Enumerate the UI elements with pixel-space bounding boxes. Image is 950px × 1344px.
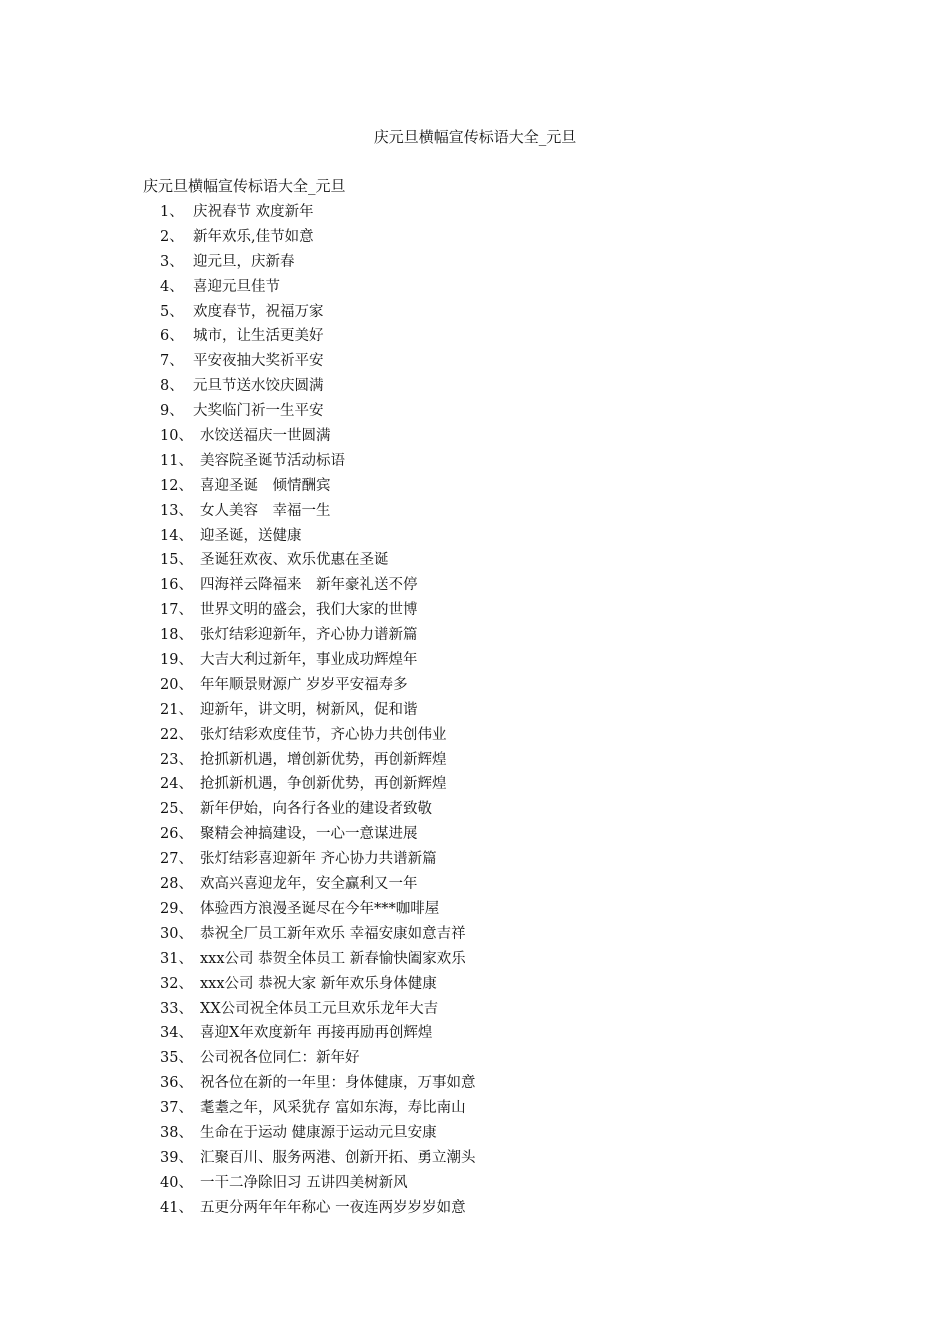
item-text: 喜迎圣诞 倾情酬宾 [200, 477, 331, 494]
item-text: 喜迎X年欢度新年 再接再励再创辉煌 [200, 1025, 433, 1042]
list-item [160, 1123, 476, 1148]
list-item [160, 650, 476, 675]
list-item [160, 302, 476, 327]
item-text: 欢度春节，祝福万家 [193, 303, 324, 320]
item-text: 平安夜抽大奖祈平安 [193, 353, 324, 370]
item-number: 15、 [160, 552, 193, 569]
list-item [160, 451, 476, 476]
list-item [160, 1073, 476, 1098]
item-number: 5、 [160, 303, 184, 320]
list-item [160, 526, 476, 551]
item-number: 30、 [160, 925, 193, 942]
item-number: 34、 [160, 1025, 193, 1042]
item-number: 31、 [160, 950, 193, 967]
item-number: 37、 [160, 1100, 193, 1117]
list-item [160, 750, 476, 775]
list-item [160, 824, 476, 849]
item-text: 聚精会神搞建设，一心一意谋进展 [200, 826, 418, 843]
item-number: 41、 [160, 1199, 193, 1216]
item-number: 25、 [160, 801, 193, 818]
list-item [160, 550, 476, 575]
list-item [160, 1173, 476, 1198]
item-text: 迎新年，讲文明，树新风，促和谐 [200, 701, 418, 718]
item-number: 4、 [160, 278, 184, 295]
item-text: 抢抓新机遇，增创新优势，再创新辉煌 [200, 751, 447, 768]
item-text: 水饺送福庆一世圆满 [200, 428, 331, 445]
item-text: 年年顺景财源广 岁岁平安福寿多 [200, 676, 408, 693]
page-title: 庆元旦横幅宣传标语大全_元旦 [373, 128, 577, 146]
item-number: 11、 [160, 452, 193, 469]
item-text: 张灯结彩欢度佳节，齐心协力共创伟业 [200, 726, 447, 743]
item-text: 喜迎元旦佳节 [193, 278, 280, 295]
list-item [160, 625, 476, 650]
list-item [160, 376, 476, 401]
item-text: 圣诞狂欢夜、欢乐优惠在圣诞 [200, 552, 389, 569]
item-text: 世界文明的盛会，我们大家的世博 [200, 602, 418, 619]
item-text: 大吉大利过新年，事业成功辉煌年 [200, 652, 418, 669]
list-item [160, 326, 476, 351]
list-item [160, 849, 476, 874]
item-number: 32、 [160, 975, 193, 992]
list-item [160, 700, 476, 725]
list-item [160, 725, 476, 750]
list-item [160, 600, 476, 625]
list-item [160, 1198, 476, 1223]
item-text: 新年伊始，向各行各业的建设者致敬 [200, 801, 432, 818]
list-item [160, 999, 476, 1024]
item-number: 10、 [160, 428, 193, 445]
list-item [160, 401, 476, 426]
list-item [160, 351, 476, 376]
list-item [160, 774, 476, 799]
item-text: XX公司祝全体员工元旦欢乐龙年大吉 [200, 1000, 439, 1017]
list-item [160, 899, 476, 924]
item-number: 9、 [160, 403, 184, 420]
item-number: 7、 [160, 353, 184, 370]
item-number: 3、 [160, 253, 184, 270]
item-number: 23、 [160, 751, 193, 768]
list-item [160, 575, 476, 600]
item-number: 36、 [160, 1075, 193, 1092]
item-number: 21、 [160, 701, 193, 718]
item-number: 20、 [160, 676, 193, 693]
list-item [160, 1023, 476, 1048]
item-text: 一干二净除旧习 五讲四美树新风 [200, 1174, 408, 1191]
list-item [160, 1098, 476, 1123]
item-number: 28、 [160, 876, 193, 893]
item-number: 24、 [160, 776, 193, 793]
list-item [160, 949, 476, 974]
item-text: 汇聚百川、服务两港、创新开拓、勇立潮头 [200, 1149, 476, 1166]
item-number: 39、 [160, 1149, 193, 1166]
item-number: 27、 [160, 851, 193, 868]
list-item [160, 924, 476, 949]
item-number: 35、 [160, 1050, 193, 1067]
item-text: 耄耋之年，风采犹存 富如东海，寿比南山 [200, 1100, 466, 1117]
item-text: 女人美容 幸福一生 [200, 502, 331, 519]
item-text: 抢抓新机遇，争创新优势，再创新辉煌 [200, 776, 447, 793]
list-item [160, 202, 476, 227]
item-number: 18、 [160, 627, 193, 644]
item-number: 38、 [160, 1124, 193, 1141]
item-text: xxx公司 恭贺全体员工 新春愉快阖家欢乐 [200, 950, 466, 967]
item-text: 迎元旦，庆新春 [193, 253, 295, 270]
item-text: 祝各位在新的一年里：身体健康，万事如意 [200, 1075, 476, 1092]
item-text: 生命在于运动 健康源于运动元旦安康 [200, 1124, 437, 1141]
item-text: 大奖临门祈一生平安 [193, 403, 324, 420]
item-text: 城市，让生活更美好 [193, 328, 324, 345]
item-text: 五更分两年年年称心 一夜连两岁岁岁如意 [200, 1199, 466, 1216]
item-text: 恭祝全厂员工新年欢乐 幸福安康如意吉祥 [200, 925, 466, 942]
item-number: 13、 [160, 502, 193, 519]
list-item [160, 1148, 476, 1173]
list-item [160, 974, 476, 999]
item-number: 40、 [160, 1174, 193, 1191]
item-number: 26、 [160, 826, 193, 843]
item-number: 14、 [160, 527, 193, 544]
item-number: 8、 [160, 378, 184, 395]
item-text: 张灯结彩迎新年，齐心协力谱新篇 [200, 627, 418, 644]
item-number: 17、 [160, 602, 193, 619]
item-text: 欢高兴喜迎龙年，安全赢利又一年 [200, 876, 418, 893]
item-number: 12、 [160, 477, 193, 494]
list-item [160, 501, 476, 526]
document-heading: 庆元旦横幅宣传标语大全_元旦 [143, 177, 346, 195]
item-number: 19、 [160, 652, 193, 669]
item-number: 6、 [160, 328, 184, 345]
item-text: 元旦节送水饺庆圆满 [193, 378, 324, 395]
list-item [160, 227, 476, 252]
list-item [160, 252, 476, 277]
item-number: 1、 [160, 204, 184, 220]
list-item [160, 1048, 476, 1073]
item-number: 2、 [160, 228, 184, 245]
item-text: 张灯结彩喜迎新年 齐心协力共谱新篇 [200, 851, 437, 868]
item-text: 庆祝春节 欢度新年 [193, 204, 314, 220]
item-number: 22、 [160, 726, 193, 743]
item-text: 四海祥云降福来 新年豪礼送不停 [200, 577, 418, 594]
list-item [160, 874, 476, 899]
list-item [160, 799, 476, 824]
slogan-list [160, 202, 476, 1223]
item-text: 公司祝各位同仁：新年好 [200, 1050, 360, 1067]
item-text: 迎圣诞，送健康 [200, 527, 302, 544]
item-number: 33、 [160, 1000, 193, 1017]
item-text: 新年欢乐,佳节如意 [193, 228, 314, 245]
item-text: 体验西方浪漫圣诞尽在今年***咖啡屋 [200, 900, 440, 917]
list-item [160, 675, 476, 700]
item-text: 美容院圣诞节活动标语 [200, 452, 345, 469]
list-item [160, 476, 476, 501]
list-item [160, 426, 476, 451]
item-number: 29、 [160, 900, 193, 917]
list-item [160, 277, 476, 302]
item-number: 16、 [160, 577, 193, 594]
item-text: xxx公司 恭祝大家 新年欢乐身体健康 [200, 975, 437, 992]
